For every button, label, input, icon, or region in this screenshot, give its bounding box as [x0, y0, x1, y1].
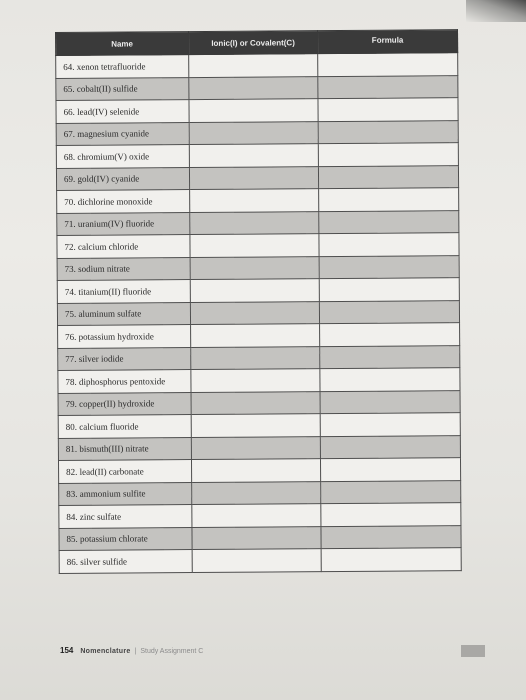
- table-row: [56, 75, 458, 100]
- compound-name-cell: 73. sodium nitrate: [57, 257, 190, 280]
- ionic-covalent-cell[interactable]: [190, 256, 319, 279]
- nomenclature-table: [55, 29, 462, 573]
- ionic-covalent-cell[interactable]: [189, 166, 318, 189]
- formula-cell[interactable]: [319, 278, 459, 301]
- ionic-covalent-cell[interactable]: [192, 549, 321, 572]
- compound-name-cell: 80. calcium fluoride: [58, 415, 191, 438]
- ionic-covalent-cell[interactable]: [189, 144, 318, 167]
- formula-cell[interactable]: [319, 300, 459, 323]
- compound-name-cell: 72. calcium chloride: [57, 235, 190, 258]
- ionic-covalent-cell[interactable]: [191, 459, 320, 482]
- formula-cell[interactable]: [318, 53, 458, 76]
- formula-cell[interactable]: [319, 233, 459, 256]
- table-row: [58, 435, 460, 460]
- table-row: [56, 120, 458, 145]
- compound-name-cell: 81. bismuth(III) nitrate: [58, 437, 191, 460]
- table-row: [56, 143, 458, 168]
- table-row: [56, 98, 458, 123]
- table-header-row: [56, 30, 458, 56]
- ionic-covalent-cell[interactable]: [190, 301, 319, 324]
- formula-cell[interactable]: [318, 75, 458, 98]
- ionic-covalent-cell[interactable]: [189, 99, 318, 122]
- compound-name-cell: 70. dichlorine monoxide: [57, 190, 190, 213]
- compound-name-cell: 83. ammonium sulfite: [59, 482, 192, 505]
- table-row: [57, 278, 459, 303]
- compound-name-cell: 76. potassium hydroxide: [58, 325, 191, 348]
- table-row: [57, 255, 459, 280]
- table-row: [59, 548, 461, 573]
- table-row: [59, 525, 461, 550]
- table-row: [56, 53, 458, 78]
- formula-cell[interactable]: [321, 525, 461, 548]
- ionic-covalent-cell[interactable]: [190, 279, 319, 302]
- ionic-covalent-cell[interactable]: [189, 54, 318, 77]
- formula-cell[interactable]: [320, 435, 460, 458]
- ionic-covalent-cell[interactable]: [191, 391, 320, 414]
- formula-cell[interactable]: [320, 368, 460, 391]
- compound-name-cell: 79. copper(II) hydroxide: [58, 392, 191, 415]
- ionic-covalent-cell[interactable]: [192, 481, 321, 504]
- compound-name-cell: 71. uranium(IV) fluoride: [57, 212, 190, 235]
- footer-subtitle: Study Assignment C: [140, 648, 204, 655]
- formula-cell[interactable]: [320, 345, 460, 368]
- footer-title: Nomenclature: [80, 648, 131, 655]
- table-row: [56, 165, 458, 190]
- formula-cell[interactable]: [319, 255, 459, 278]
- compound-name-cell: 68. chromium(V) oxide: [56, 145, 189, 168]
- worksheet-sheet: [55, 29, 461, 600]
- table-row: [58, 458, 460, 483]
- table-row: [58, 345, 460, 370]
- compound-name-cell: 74. titanium(II) fluoride: [57, 280, 190, 303]
- type-column-header: Ionic(I) or Covalent(C): [189, 31, 318, 55]
- formula-cell[interactable]: [319, 210, 459, 233]
- compound-name-cell: 82. lead(II) carbonate: [58, 460, 191, 483]
- ionic-covalent-cell[interactable]: [191, 324, 320, 347]
- page-footer: [60, 646, 203, 655]
- table-row: [58, 323, 460, 348]
- ionic-covalent-cell[interactable]: [190, 211, 319, 234]
- formula-column-header: Formula: [317, 30, 457, 54]
- compound-name-cell: 65. cobalt(II) sulfide: [56, 77, 189, 100]
- ionic-covalent-cell[interactable]: [191, 436, 320, 459]
- table-row: [59, 503, 461, 528]
- ionic-covalent-cell[interactable]: [191, 346, 320, 369]
- compound-name-cell: 75. aluminum sulfate: [57, 302, 190, 325]
- formula-cell[interactable]: [318, 120, 458, 143]
- formula-cell[interactable]: [318, 98, 458, 121]
- page-corner-shadow: [466, 0, 526, 22]
- compound-name-cell: 66. lead(IV) selenide: [56, 100, 189, 123]
- compound-name-cell: 69. gold(IV) cyanide: [56, 167, 189, 190]
- compound-name-cell: 77. silver iodide: [58, 347, 191, 370]
- table-row: [58, 413, 460, 438]
- formula-cell[interactable]: [320, 323, 460, 346]
- formula-cell[interactable]: [320, 413, 460, 436]
- table-row: [57, 233, 459, 258]
- table-row: [58, 368, 460, 393]
- compound-name-cell: 86. silver sulfide: [59, 550, 192, 573]
- table-row: [57, 300, 459, 325]
- ionic-covalent-cell[interactable]: [192, 504, 321, 527]
- ionic-covalent-cell[interactable]: [189, 121, 318, 144]
- ionic-covalent-cell[interactable]: [191, 369, 320, 392]
- table-row: [57, 210, 459, 235]
- table-row: [57, 188, 459, 213]
- compound-name-cell: 85. potassium chlorate: [59, 527, 192, 550]
- footer-separator: |: [134, 648, 137, 655]
- formula-cell[interactable]: [320, 458, 460, 481]
- ionic-covalent-cell[interactable]: [189, 76, 318, 99]
- formula-cell[interactable]: [321, 503, 461, 526]
- page-number: 154: [60, 646, 74, 655]
- ionic-covalent-cell[interactable]: [190, 234, 319, 257]
- name-column-header: Name: [56, 32, 189, 56]
- gray-marker-box: [461, 645, 485, 657]
- formula-cell[interactable]: [321, 480, 461, 503]
- compound-name-cell: 67. magnesium cyanide: [56, 122, 189, 145]
- table-row: [58, 390, 460, 415]
- formula-cell[interactable]: [319, 188, 459, 211]
- compound-name-cell: 78. diphosphorus pentoxide: [58, 370, 191, 393]
- compound-name-cell: 64. xenon tetrafluoride: [56, 55, 189, 78]
- compound-name-cell: 84. zinc sulfate: [59, 505, 192, 528]
- ionic-covalent-cell[interactable]: [191, 414, 320, 437]
- table-row: [59, 480, 461, 505]
- formula-cell[interactable]: [320, 390, 460, 413]
- formula-cell[interactable]: [318, 143, 458, 166]
- table-body: [56, 53, 462, 573]
- formula-cell[interactable]: [321, 548, 461, 571]
- ionic-covalent-cell[interactable]: [192, 526, 321, 549]
- ionic-covalent-cell[interactable]: [190, 189, 319, 212]
- formula-cell[interactable]: [318, 165, 458, 188]
